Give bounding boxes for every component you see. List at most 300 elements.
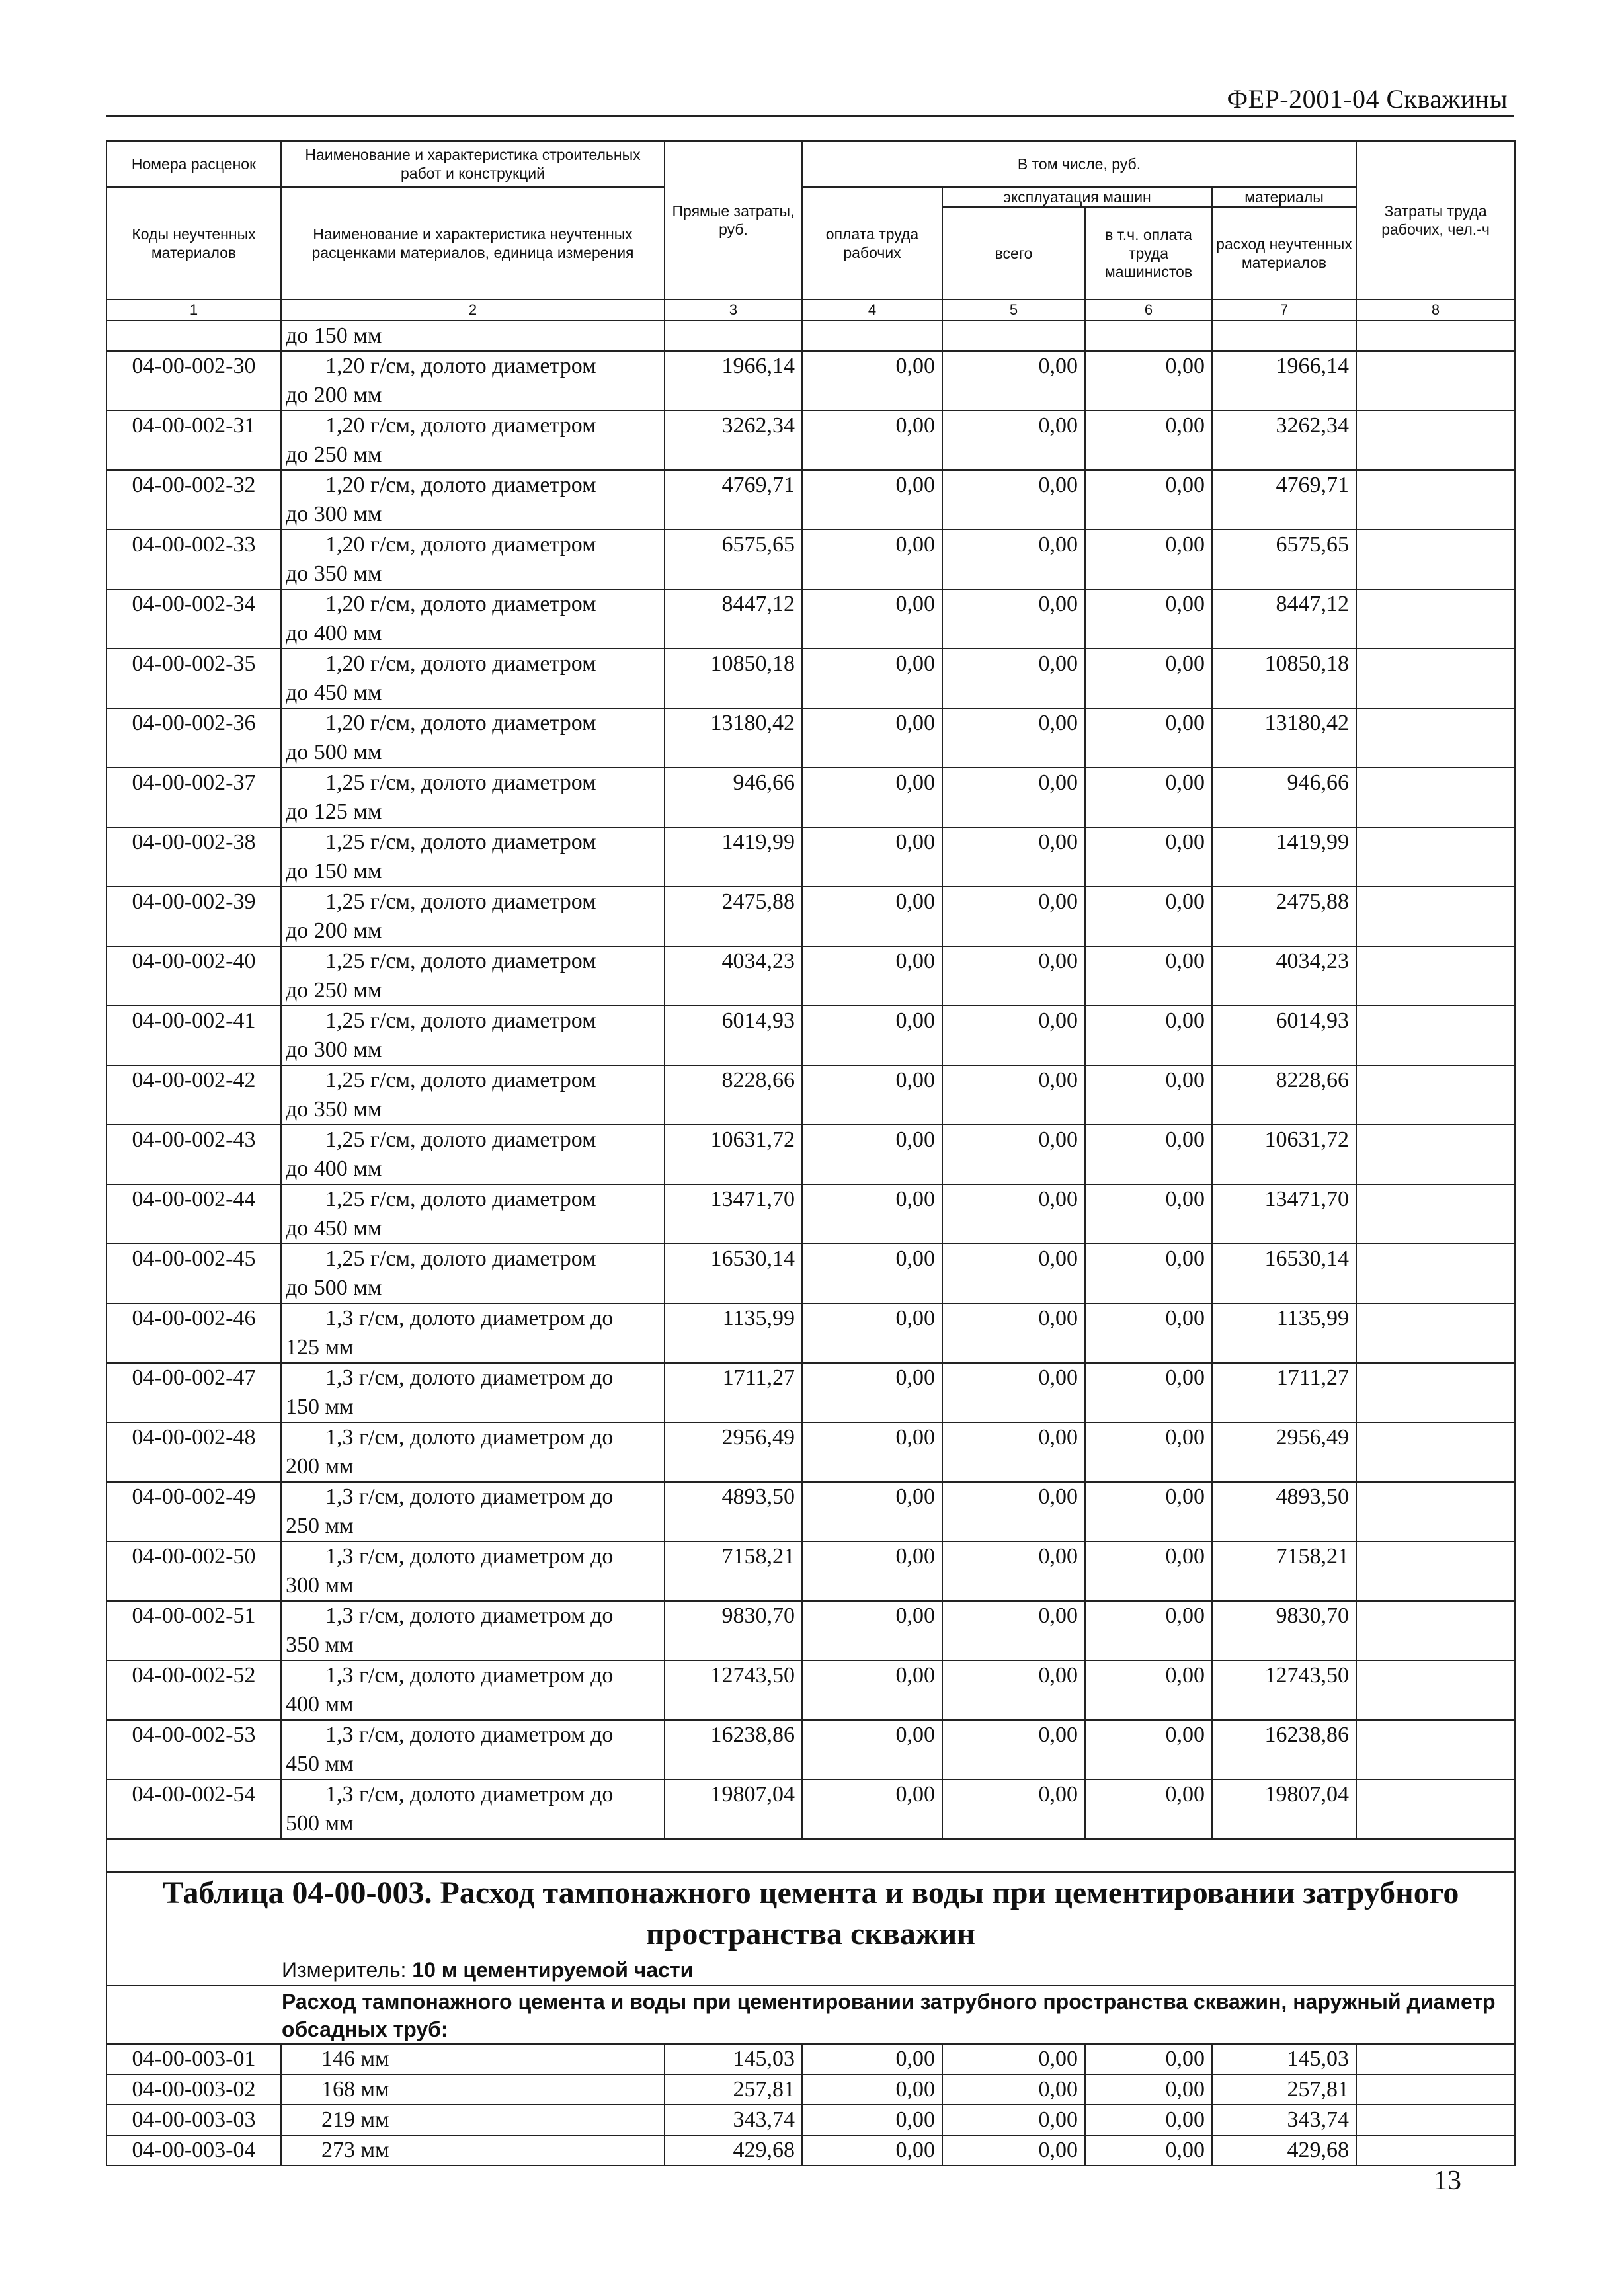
labor-pay: 0,00	[802, 708, 942, 768]
header-rate-numbers: Номера расценок	[106, 141, 281, 187]
machine-total: 0,00	[942, 411, 1085, 470]
page-header-title: ФЕР-2001-04 Скважины	[1227, 84, 1508, 114]
description-line-1: 1,20 г/см, долото диаметром	[325, 473, 596, 497]
rate-code: 04-00-003-02	[106, 2074, 281, 2105]
direct-costs: 4034,23	[665, 946, 802, 1006]
description-line-1: 1,20 г/см, долото диаметром	[325, 413, 596, 438]
rate-code: 04-00-002-43	[106, 1125, 281, 1184]
labor-cost	[1356, 768, 1515, 827]
column-number-row	[106, 300, 1515, 321]
machine-total: 0,00	[942, 1184, 1085, 1244]
materials-usage: 10631,72	[1212, 1125, 1356, 1184]
rate-description	[281, 1601, 665, 1660]
machine-labor: 0,00	[1085, 589, 1212, 649]
machine-total: 0,00	[942, 649, 1085, 708]
machine-labor: 0,00	[1085, 470, 1212, 530]
materials-usage: 4769,71	[1212, 470, 1356, 530]
machine-labor: 0,00	[1085, 946, 1212, 1006]
machine-total: 0,00	[942, 351, 1085, 411]
table-row	[106, 1422, 1515, 1482]
rate-description	[281, 1541, 665, 1601]
materials-usage: 19807,04	[1212, 1779, 1356, 1839]
direct-costs: 2475,88	[665, 887, 802, 946]
labor-pay: 0,00	[802, 768, 942, 827]
rate-description	[281, 1006, 665, 1065]
description-line-1: 1,20 г/см, долото диаметром	[325, 651, 596, 676]
materials-usage: 13180,42	[1212, 708, 1356, 768]
machine-total: 0,00	[942, 946, 1085, 1006]
labor-pay: 0,00	[802, 1660, 942, 1720]
group-title-row	[106, 1986, 1515, 2044]
machine-labor: 0,00	[1085, 1363, 1212, 1422]
labor-cost	[1356, 411, 1515, 470]
table-row	[106, 2074, 1515, 2105]
table-row	[106, 589, 1515, 649]
description-line-2: до 200 мм	[286, 383, 382, 407]
machine-total: 0,00	[942, 1422, 1085, 1482]
rate-description	[281, 470, 665, 530]
column-number: 5	[942, 300, 1085, 321]
direct-costs: 145,03	[665, 2044, 802, 2074]
labor-cost	[1356, 649, 1515, 708]
rate-description	[281, 887, 665, 946]
rate-code: 04-00-002-38	[106, 827, 281, 887]
labor-cost	[1356, 1482, 1515, 1541]
machine-labor: 0,00	[1085, 411, 1212, 470]
direct-costs: 6014,93	[665, 1006, 802, 1065]
header-labor-cost: Затраты труда рабочих, чел.-ч	[1356, 141, 1515, 300]
machine-total: 0,00	[942, 2074, 1085, 2105]
labor-cost	[1356, 708, 1515, 768]
header-materials-usage: расход неучтенных материалов	[1212, 207, 1356, 300]
labor-cost	[1356, 1303, 1515, 1363]
direct-costs: 2956,49	[665, 1422, 802, 1482]
machine-labor: 0,00	[1085, 1482, 1212, 1541]
carryover-text: до 150 мм	[281, 321, 665, 351]
materials-usage: 6014,93	[1212, 1006, 1356, 1065]
rate-code: 04-00-002-34	[106, 589, 281, 649]
direct-costs: 13180,42	[665, 708, 802, 768]
section-title-row	[106, 1872, 1515, 1955]
rate-code: 04-00-002-48	[106, 1422, 281, 1482]
description-line-1: 1,3 г/см, долото диаметром до	[325, 1604, 614, 1628]
table-row	[106, 708, 1515, 768]
section-003	[106, 1839, 1515, 2166]
direct-costs: 16238,86	[665, 1720, 802, 1779]
table-row	[106, 1006, 1515, 1065]
column-number: 7	[1212, 300, 1356, 321]
direct-costs: 429,68	[665, 2135, 802, 2166]
labor-cost	[1356, 2044, 1515, 2074]
rate-description	[281, 1244, 665, 1303]
machine-total: 0,00	[942, 1125, 1085, 1184]
rate-description: 219 мм	[281, 2105, 665, 2135]
direct-costs: 1711,27	[665, 1363, 802, 1422]
machine-labor: 0,00	[1085, 1660, 1212, 1720]
labor-cost	[1356, 1006, 1515, 1065]
column-number: 6	[1085, 300, 1212, 321]
rate-description	[281, 768, 665, 827]
rate-description	[281, 827, 665, 887]
rate-description	[281, 946, 665, 1006]
description-line-1: 1,25 г/см, долото диаметром	[325, 889, 596, 914]
description-line-1: 1,25 г/см, долото диаметром	[325, 1127, 596, 1152]
labor-pay: 0,00	[802, 351, 942, 411]
machine-total: 0,00	[942, 1541, 1085, 1601]
table-row	[106, 1779, 1515, 1839]
rate-code: 04-00-003-03	[106, 2105, 281, 2135]
machine-labor: 0,00	[1085, 1541, 1212, 1601]
machine-total: 0,00	[942, 1363, 1085, 1422]
table-row	[106, 2135, 1515, 2166]
labor-cost	[1356, 1601, 1515, 1660]
description-line-1: 1,25 г/см, долото диаметром	[325, 1068, 596, 1092]
direct-costs: 9830,70	[665, 1601, 802, 1660]
rate-code: 04-00-002-49	[106, 1482, 281, 1541]
machine-labor: 0,00	[1085, 351, 1212, 411]
machine-labor: 0,00	[1085, 1244, 1212, 1303]
rate-description	[281, 1660, 665, 1720]
labor-cost	[1356, 2074, 1515, 2105]
machine-labor: 0,00	[1085, 827, 1212, 887]
machine-labor: 0,00	[1085, 2105, 1212, 2135]
description-line-2: 350 мм	[286, 1633, 354, 1657]
description-line-2: до 350 мм	[286, 1097, 382, 1121]
header-work-name: Наименование и характеристика строительных работ и конструкций	[281, 141, 665, 187]
table-row	[106, 887, 1515, 946]
header-machine-labor: в т.ч. оплата труда машинистов	[1085, 207, 1212, 300]
labor-pay: 0,00	[802, 1541, 942, 1601]
machine-total: 0,00	[942, 1660, 1085, 1720]
meter-row	[106, 1955, 1515, 1986]
direct-costs: 13471,70	[665, 1184, 802, 1244]
machine-labor: 0,00	[1085, 2135, 1212, 2166]
labor-cost	[1356, 1125, 1515, 1184]
description-line-1: 1,20 г/см, долото диаметром	[325, 711, 596, 735]
table-header	[106, 141, 1515, 321]
labor-pay: 0,00	[802, 1422, 942, 1482]
materials-usage: 2956,49	[1212, 1422, 1356, 1482]
description-line-2: до 400 мм	[286, 1157, 382, 1181]
labor-pay: 0,00	[802, 1065, 942, 1125]
rate-description	[281, 1303, 665, 1363]
machine-labor: 0,00	[1085, 1779, 1212, 1839]
description-line-1: 1,3 г/см, долото диаметром до	[325, 1365, 614, 1390]
header-labor-pay: оплата труда рабочих	[802, 187, 942, 300]
direct-costs: 3262,34	[665, 411, 802, 470]
labor-cost	[1356, 827, 1515, 887]
rate-code: 04-00-003-01	[106, 2044, 281, 2074]
description-line-2: 125 мм	[286, 1335, 354, 1360]
direct-costs: 19807,04	[665, 1779, 802, 1839]
labor-pay: 0,00	[802, 827, 942, 887]
column-number: 8	[1356, 300, 1515, 321]
description-line-1: 1,3 г/см, долото диаметром до	[325, 1485, 614, 1509]
machine-labor: 0,00	[1085, 887, 1212, 946]
machine-labor: 0,00	[1085, 1303, 1212, 1363]
rate-description	[281, 1363, 665, 1422]
table-row	[106, 2105, 1515, 2135]
direct-costs: 8228,66	[665, 1065, 802, 1125]
labor-cost	[1356, 1244, 1515, 1303]
rate-description	[281, 411, 665, 470]
column-number: 4	[802, 300, 942, 321]
materials-usage: 1966,14	[1212, 351, 1356, 411]
rate-description	[281, 1065, 665, 1125]
header-direct-costs: Прямые затраты, руб.	[665, 141, 802, 300]
header-machine-total: всего	[942, 207, 1085, 300]
machine-total: 0,00	[942, 827, 1085, 887]
table-row	[106, 1244, 1515, 1303]
direct-costs: 10850,18	[665, 649, 802, 708]
rate-description	[281, 1482, 665, 1541]
column-number: 2	[281, 300, 665, 321]
description-line-1: 1,3 г/см, долото диаметром до	[325, 1723, 614, 1747]
labor-pay: 0,00	[802, 1482, 942, 1541]
rate-description	[281, 530, 665, 589]
direct-costs: 257,81	[665, 2074, 802, 2105]
header-machine-ops: эксплуатация машин	[942, 187, 1212, 207]
column-number: 3	[665, 300, 802, 321]
machine-total: 0,00	[942, 1779, 1085, 1839]
labor-pay: 0,00	[802, 1184, 942, 1244]
direct-costs: 343,74	[665, 2105, 802, 2135]
labor-pay: 0,00	[802, 887, 942, 946]
spacer-row	[106, 1839, 1515, 1872]
section-title-line-1: Таблица 04-00-003. Расход тампонажного цемента и воды при цементировании затрубного	[162, 1875, 1459, 1910]
machine-total: 0,00	[942, 1601, 1085, 1660]
price-table	[106, 140, 1516, 2166]
description-line-2: до 250 мм	[286, 978, 382, 1002]
page-number: 13	[1434, 2166, 1461, 2196]
materials-usage: 6575,65	[1212, 530, 1356, 589]
rate-description	[281, 1720, 665, 1779]
labor-cost	[1356, 1779, 1515, 1839]
direct-costs: 10631,72	[665, 1125, 802, 1184]
description-line-2: до 300 мм	[286, 502, 382, 526]
table-row	[106, 1482, 1515, 1541]
labor-cost	[1356, 1184, 1515, 1244]
machine-labor: 0,00	[1085, 649, 1212, 708]
labor-cost	[1356, 530, 1515, 589]
table-body	[106, 321, 1515, 1839]
labor-cost	[1356, 1422, 1515, 1482]
rate-code: 04-00-002-45	[106, 1244, 281, 1303]
description-line-1: 1,3 г/см, долото диаметром до	[325, 1782, 614, 1807]
rate-code: 04-00-002-51	[106, 1601, 281, 1660]
description-line-2: 450 мм	[286, 1752, 354, 1776]
machine-total: 0,00	[942, 887, 1085, 946]
direct-costs: 4769,71	[665, 470, 802, 530]
description-line-1: 1,25 г/см, долото диаметром	[325, 770, 596, 795]
rate-code: 04-00-003-04	[106, 2135, 281, 2166]
description-line-2: до 500 мм	[286, 1276, 382, 1300]
table-row	[106, 768, 1515, 827]
table-row	[106, 1363, 1515, 1422]
machine-total: 0,00	[942, 2044, 1085, 2074]
table-row	[106, 1601, 1515, 1660]
labor-pay: 0,00	[802, 470, 942, 530]
rate-code: 04-00-002-54	[106, 1779, 281, 1839]
rate-code: 04-00-002-31	[106, 411, 281, 470]
labor-pay: 0,00	[802, 2074, 942, 2105]
labor-pay: 0,00	[802, 2135, 942, 2166]
machine-labor: 0,00	[1085, 2044, 1212, 2074]
direct-costs: 12743,50	[665, 1660, 802, 1720]
materials-usage: 12743,50	[1212, 1660, 1356, 1720]
materials-usage: 7158,21	[1212, 1541, 1356, 1601]
rate-code: 04-00-002-42	[106, 1065, 281, 1125]
machine-labor: 0,00	[1085, 1720, 1212, 1779]
table-row	[106, 411, 1515, 470]
materials-usage: 343,74	[1212, 2105, 1356, 2135]
header-material-name: Наименование и характеристика неучтенных расценками материалов, единица измерения	[281, 187, 665, 300]
labor-pay: 0,00	[802, 411, 942, 470]
materials-usage: 16530,14	[1212, 1244, 1356, 1303]
labor-cost	[1356, 887, 1515, 946]
materials-usage: 16238,86	[1212, 1720, 1356, 1779]
labor-pay: 0,00	[802, 1720, 942, 1779]
table-row	[106, 1125, 1515, 1184]
description-line-2: 200 мм	[286, 1454, 354, 1479]
header-including: В том числе, руб.	[802, 141, 1356, 187]
description-line-1: 1,3 г/см, долото диаметром до	[325, 1306, 614, 1330]
description-line-2: 500 мм	[286, 1811, 354, 1836]
rate-description	[281, 1779, 665, 1839]
table-row	[106, 530, 1515, 589]
rate-code: 04-00-002-39	[106, 887, 281, 946]
table-row	[106, 1660, 1515, 1720]
table-row	[106, 946, 1515, 1006]
description-line-1: 1,20 г/см, долото диаметром	[325, 592, 596, 616]
materials-usage: 2475,88	[1212, 887, 1356, 946]
rate-description	[281, 351, 665, 411]
materials-usage: 429,68	[1212, 2135, 1356, 2166]
rate-code: 04-00-002-36	[106, 708, 281, 768]
description-line-2: до 150 мм	[286, 859, 382, 883]
description-line-2: до 125 мм	[286, 799, 382, 824]
table-row	[106, 1541, 1515, 1601]
description-line-1: 1,3 г/см, долото диаметром до	[325, 1663, 614, 1688]
table-row	[106, 1720, 1515, 1779]
labor-cost	[1356, 946, 1515, 1006]
machine-total: 0,00	[942, 589, 1085, 649]
materials-usage: 13471,70	[1212, 1184, 1356, 1244]
rate-code: 04-00-002-40	[106, 946, 281, 1006]
machine-total: 0,00	[942, 2105, 1085, 2135]
machine-total: 0,00	[942, 1065, 1085, 1125]
table-row	[106, 1303, 1515, 1363]
description-line-2: 400 мм	[286, 1692, 354, 1717]
rate-description	[281, 649, 665, 708]
labor-pay: 0,00	[802, 1244, 942, 1303]
description-line-1: 1,25 г/см, долото диаметром	[325, 1246, 596, 1271]
description-line-2: 250 мм	[286, 1514, 354, 1538]
description-line-2: до 450 мм	[286, 1216, 382, 1241]
description-line-1: 1,3 г/см, долото диаметром до	[325, 1425, 614, 1449]
rate-code: 04-00-002-53	[106, 1720, 281, 1779]
labor-pay: 0,00	[802, 1303, 942, 1363]
machine-total: 0,00	[942, 1303, 1085, 1363]
section-title-line-2: пространства скважин	[646, 1916, 975, 1951]
column-number: 1	[106, 300, 281, 321]
description-line-2: до 400 мм	[286, 621, 382, 645]
description-line-1: 1,25 г/см, долото диаметром	[325, 1187, 596, 1211]
labor-pay: 0,00	[802, 946, 942, 1006]
table-row	[106, 827, 1515, 887]
materials-usage: 1419,99	[1212, 827, 1356, 887]
machine-labor: 0,00	[1085, 2074, 1212, 2105]
description-line-1: 1,20 г/см, долото диаметром	[325, 354, 596, 378]
materials-usage: 1711,27	[1212, 1363, 1356, 1422]
table-row	[106, 1065, 1515, 1125]
group-title: Расход тампонажного цемента и воды при цементировании затрубного пространства скважин, наружный диаметр обсадных труб:	[106, 1986, 1515, 2044]
machine-total: 0,00	[942, 2135, 1085, 2166]
description-line-1: 1,25 г/см, долото диаметром	[325, 830, 596, 854]
description-line-2: до 500 мм	[286, 740, 382, 764]
rate-code: 04-00-002-32	[106, 470, 281, 530]
table-row	[106, 2044, 1515, 2074]
labor-pay: 0,00	[802, 1006, 942, 1065]
labor-cost	[1356, 1720, 1515, 1779]
labor-pay: 0,00	[802, 1779, 942, 1839]
rate-description: 273 мм	[281, 2135, 665, 2166]
rate-code: 04-00-002-46	[106, 1303, 281, 1363]
materials-usage: 10850,18	[1212, 649, 1356, 708]
meter-value: 10 м цементируемой части	[412, 1957, 694, 1982]
page-header	[106, 83, 1514, 117]
labor-pay: 0,00	[802, 530, 942, 589]
materials-usage: 9830,70	[1212, 1601, 1356, 1660]
table-row	[106, 649, 1515, 708]
machine-labor: 0,00	[1085, 1125, 1212, 1184]
materials-usage: 4893,50	[1212, 1482, 1356, 1541]
rate-code: 04-00-002-33	[106, 530, 281, 589]
machine-labor: 0,00	[1085, 1065, 1212, 1125]
description-line-2: до 300 мм	[286, 1038, 382, 1062]
description-line-2: до 450 мм	[286, 680, 382, 705]
labor-pay: 0,00	[802, 2044, 942, 2074]
rate-code: 04-00-002-30	[106, 351, 281, 411]
rate-description	[281, 708, 665, 768]
table-row	[106, 470, 1515, 530]
direct-costs: 4893,50	[665, 1482, 802, 1541]
description-line-1: 1,3 г/см, долото диаметром до	[325, 1544, 614, 1568]
carryover-row	[106, 321, 1515, 351]
labor-pay: 0,00	[802, 1363, 942, 1422]
materials-usage: 1135,99	[1212, 1303, 1356, 1363]
header-material-codes: Коды неучтенных материалов	[106, 187, 281, 300]
labor-pay: 0,00	[802, 2105, 942, 2135]
machine-total: 0,00	[942, 708, 1085, 768]
labor-cost	[1356, 1363, 1515, 1422]
materials-usage: 8447,12	[1212, 589, 1356, 649]
direct-costs: 1419,99	[665, 827, 802, 887]
materials-usage: 257,81	[1212, 2074, 1356, 2105]
description-line-2: до 250 мм	[286, 442, 382, 467]
description-line-2: до 350 мм	[286, 561, 382, 586]
machine-total: 0,00	[942, 530, 1085, 589]
machine-total: 0,00	[942, 768, 1085, 827]
description-line-1: 1,20 г/см, долото диаметром	[325, 532, 596, 557]
direct-costs: 6575,65	[665, 530, 802, 589]
rate-description: 146 мм	[281, 2044, 665, 2074]
labor-cost	[1356, 351, 1515, 411]
direct-costs: 16530,14	[665, 1244, 802, 1303]
labor-cost	[1356, 589, 1515, 649]
labor-cost	[1356, 470, 1515, 530]
description-line-2: до 200 мм	[286, 918, 382, 943]
